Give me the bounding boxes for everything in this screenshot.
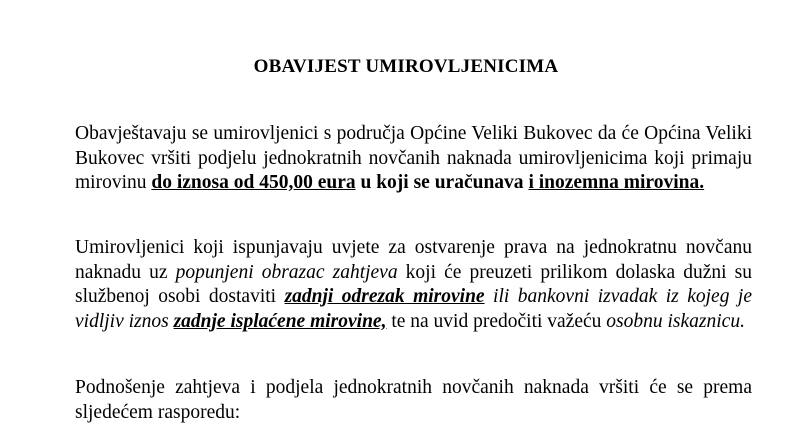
paragraph1-included-text: u koji se uračunava	[355, 172, 529, 193]
paragraph-requirements	[75, 236, 752, 334]
paragraph2-pension-slip: zadnji odrezak mirovine	[284, 286, 485, 307]
paragraph-schedule-intro: Podnošenje zahtjeva i podjela jednokratnih novčanih naknada vršiti će se prema sljedećem rasporedu:	[75, 377, 752, 423]
paragraph1-text: Obavještavaju se umirovljenici s područja Općine Veliki Bukovec da će Općina Veliki Bukovec vršiti podjelu jednokratnih novčanih naknada umirovljenicima koji primaju mirovinu	[75, 123, 752, 193]
paragraph2-text-c: koji će preuzeti prilikom dolaska dužni su službenoj osobi dostaviti	[75, 261, 752, 307]
paragraph2-text-g: te na uvid predočiti važeću	[386, 310, 607, 332]
paragraph1-amount-limit: do iznosa od 450,00 eura	[151, 172, 356, 193]
paragraph-notice-intro	[75, 122, 752, 196]
paragraph2-text-a: Umirovljenici koji ispunjavaju uvjete za ostvarenje prava na jednokratnu novčanu naknadu uz	[75, 237, 752, 283]
document-title: OBAVIJEST UMIROVLJENICIMA	[253, 56, 559, 77]
paragraph2-bank-statement: ili bankovni izvadak iz kojeg je vidljiv iznos	[75, 286, 752, 332]
paragraph2-id-card: osobnu iskaznicu.	[606, 310, 745, 332]
paragraph1-foreign-pension: i inozemna mirovina.	[528, 172, 705, 193]
paragraph2-request-form: popunjeni obrazac zahtjeva	[175, 261, 398, 283]
paragraph2-last-pension: zadnje isplaćene mirovine,	[173, 310, 387, 332]
